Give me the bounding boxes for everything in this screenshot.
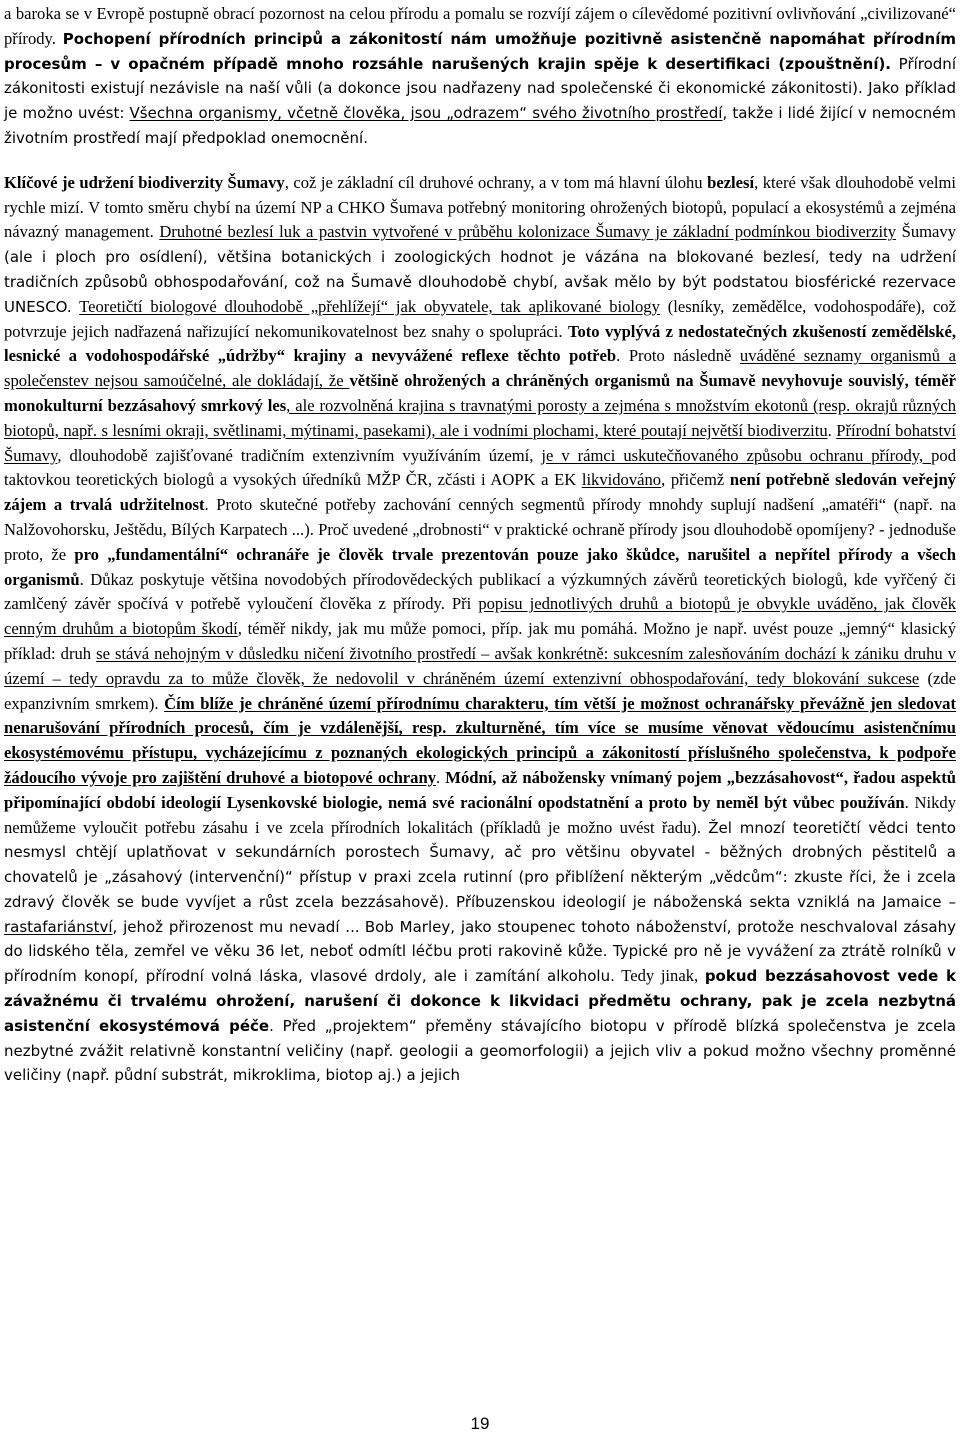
text-run: pokud bezzásahovost vede k závažnému či trvalému ohrožení, narušení či dokonce k likvidaci předmětu ochrany, pak je zcela nezbytná asistenční ekosystémová péče <box>4 967 956 1035</box>
text-run: likvidováno <box>581 470 662 490</box>
text-run: a baroka se v Evropě postupně obrací pozornost na celou přírodu a pomalu se rozvíjí zájem o cílevědomé pozitivní ovlivňování „civilizované“ přírody. <box>4 4 956 48</box>
text-run: Teoretičtí biologové dlouhodobě „přehlížejí“ jak obyvatele, tak aplikované biology <box>79 296 660 316</box>
paragraph-intro <box>4 2 956 151</box>
text-run: uváděné seznamy organismů a společenstev nejsou samoúčelné, ale dokládají, že <box>4 346 956 391</box>
text-run: (zde expanzivním smrkem). <box>4 668 956 713</box>
text-run: , téměř nikdy, jak mu může pomoci, příp. jak mu pomáhá. Možno je např. uvést pouze „jemný“ klasický příklad: druh <box>4 619 956 663</box>
text-run: pro „fundamentální“ ochranáře je člověk trvale prezentován pouze jako škůdce, narušitel a nepřítel přírody a všech organismů <box>4 544 957 589</box>
text-run: Přírodní bohatství Šumavy <box>4 420 956 465</box>
text-run: popisu jednotlivých druhů a biotopů je obvykle uváděno, jak člověk cenným druhům a biotopům škodí <box>4 594 956 639</box>
text-run: se stává nehojným v důsledku ničení životního prostředí – avšak konkrétně: sukcesním zalesňováním dochází k zániku druhu v území – tedy opravdu za to může člověk, že nedovolil v chráněném území extenzivní obhospodařování, tedy blokování sukcese <box>4 643 957 688</box>
text-run: (lesníky, zemědělce, vodohospodáře), což potvrzuje jejich nadřazená nařizující nekomunikovatelnost bez snahy o spolupráci. <box>4 296 956 341</box>
text-run: . Proto skutečné potřeby zachování cenných segmentů přírody mnohdy suplují nadšení „amatéři“ (např. na Nalžovohorsku, Ještědu, Bílých Karpatech ...). Proč uvedené „drobnosti“ v praktické ochraně přírody jsou dlouhodobě opomíjeny? - jednoduše proto, že <box>4 495 956 564</box>
text-run: Módní, až nábožensky vnímaný pojem „bezzásahovost“, řadou aspektů připomínající období ideologií Lysenkovské biologie, nemá své racionální opodstatnění a proto by neměl být vůbec používán <box>4 767 956 812</box>
text-run: není potřebně sledován veřejný zájem a trvalá udržitelnost <box>4 470 956 515</box>
text-run: . Před „projektem“ přeměny stávajícího biotopu v přírodě blízká společenstva je zcela nezbytné zvážit relativně konstantní veličiny (např. geologii a geomorfologii) a jejich vliv a pokud možno všechny proměnné veličiny (např. půdní substrát, mikroklima, biotop aj.) a jejich <box>4 1016 957 1085</box>
paragraph-biodiversity <box>4 171 956 1088</box>
text-run: , přičemž <box>661 470 730 490</box>
text-run: . Důkaz poskytuje většina novodobých přírodovědeckých publikací a výzkumných závěrů teoretických biologů, kde vyřčený či zamlčený závěr spočívá v potřebě vyloučení člověka z přírody. Při <box>4 569 956 614</box>
text-run: , ale rozvolněná krajina s travnatými porosty a zejména s množstvím ekotonů (resp. okrajů různých biotopů, např. s lesními okraji, světlinami, mýtinami, pasekami), ale i vodními plochami, které poutají největší biodiverzitu <box>4 395 957 440</box>
text-run: bezlesí <box>707 172 755 192</box>
text-run: . <box>827 420 837 440</box>
text-run: Klíčové je udržení biodiverzity Šumavy <box>4 172 285 192</box>
text-run: je v rámci uskutečňovaného způsobu ochranu přírody, <box>541 445 932 465</box>
text-run: , které však dlouhodobě velmi rychle mizí. V tomto směru chybí na území NP a CHKO Šumava potřebný monitoring ohrožených biotopů, populací a ekosystémů a zejména návazný management. <box>4 172 956 242</box>
text-run: Žel mnozí teoretičtí vědci tento nesmysl chtějí uplatňovat v sekundárních porostech Šumavy, ač pro většinu obyvatel - běžných drobných pěstitelů a chovatelů je „zásahový (intervenční)“ přístup v praxi zcela rutinní (pro přiblížení některým „vědcům“: zkuste říci, že i zcela zdravý člověk se bude vyvíjet a růst zcela bezzásahově). Příbuzenskou ideologií je náboženská sekta vzniklá na Jamaice – <box>4 818 956 911</box>
text-run: Pochopení přírodních principů a zákonitostí nám umožňuje pozitivně asistenčně napomáhat přírodním procesům – v opačném případě mnoho rozsáhle narušených krajin spěje k desertifikaci (zpouštnění). <box>4 29 956 73</box>
text-run: Bob Marley, jako stoupenec tohoto náboženství, protože neschvaloval zásahy do lidského těla, zemřel ve věku 36 let, neboť odmítl léčbu proti rakovině kůže. Typické pro ně je vyvážení za ztrátě rolníků v přírodním konopí, přírodní volná láska, vlasové drdoly, ale i zamítání alkoholu. <box>4 917 956 986</box>
text-run: většině ohrožených a chráněných organismů na Šumavě nevyhovuje souvislý, téměř monokulturní bezzásahový smrkový les <box>4 371 956 415</box>
text-run: , dlouhodobě zajišťované tradičním extenzivním využíváním území, <box>57 445 542 465</box>
text-run: . <box>436 767 446 787</box>
text-run: Všechna organismy, včetně člověka, jsou „odrazem“ svého životního prostředí <box>129 104 723 123</box>
text-run: rastafariánství <box>4 917 113 936</box>
text-run: , což je základní cíl druhové ochrany, a v tom má hlavní úlohu <box>284 172 708 192</box>
text-run: Toto vyplývá z nedostatečných zkušeností zemědělské, lesnické a vodohospodářské „údržby“ krajiny a nevyvážené reflexe těchto potřeb <box>4 321 956 366</box>
text-run: Čím blíže je chráněné území přírodnímu charakteru, tím větší je možnost ochranářsky převážně jen sledovat nenarušování přírodních procesů, čím je vzdálenější, resp. zkulturněné, tím více se musíme věnovat vědoucímu asistenčnímu ekosystémovému přístupu, vycházejícímu z poznaných ekologických principů a zákonitostí příslušného společenstva, k podpoře žádoucího vývoje pro zajištění druhové a biotopové ochrany <box>4 693 956 787</box>
text-run: , takže i lidé žijící v nemocném životním prostředí mají předpoklad onemocnění. <box>4 104 956 147</box>
text-run: , jehož přirozenost mu nevadí ... <box>112 917 360 936</box>
text-run: Druhotné bezlesí luk a pastvin vytvořené v průběhu kolonizace Šumavy je základní podmínkou biodiverzity <box>159 222 897 242</box>
text-run: Přírodní zákonitosti existují nezávisle na naší vůli (a dokonce jsou nadřazeny nad společenské či ekonomické zákonitosti). Jako příklad je možno uvést: <box>4 54 956 123</box>
text-run: Šumavy <box>896 222 956 242</box>
text-run: . Proto následně <box>616 346 740 366</box>
text-run: (ale i ploch pro osídlení), většina botanických i zoologických hodnot je vázána na blokované bezlesí, tedy na udržení tradičních způsobů obhospodařování, což na Šumavě dlouhodobě chybí, avšak mělo by být podstatou biosférické rezervace UNESCO. <box>4 248 956 316</box>
text-run: pod taktovkou teoretických biologů a vysokých úředníků MŽP ČR, zčásti i AOPK a EK <box>4 445 956 490</box>
text-run: . Nikdy nemůžeme vyloučit potřebu zásahu i ve zcela přírodních lokalitách (příkladů je možno uvést řadu). <box>4 792 957 837</box>
page-number: 19 <box>470 1414 490 1433</box>
text-run: Tedy jinak, <box>614 966 705 986</box>
